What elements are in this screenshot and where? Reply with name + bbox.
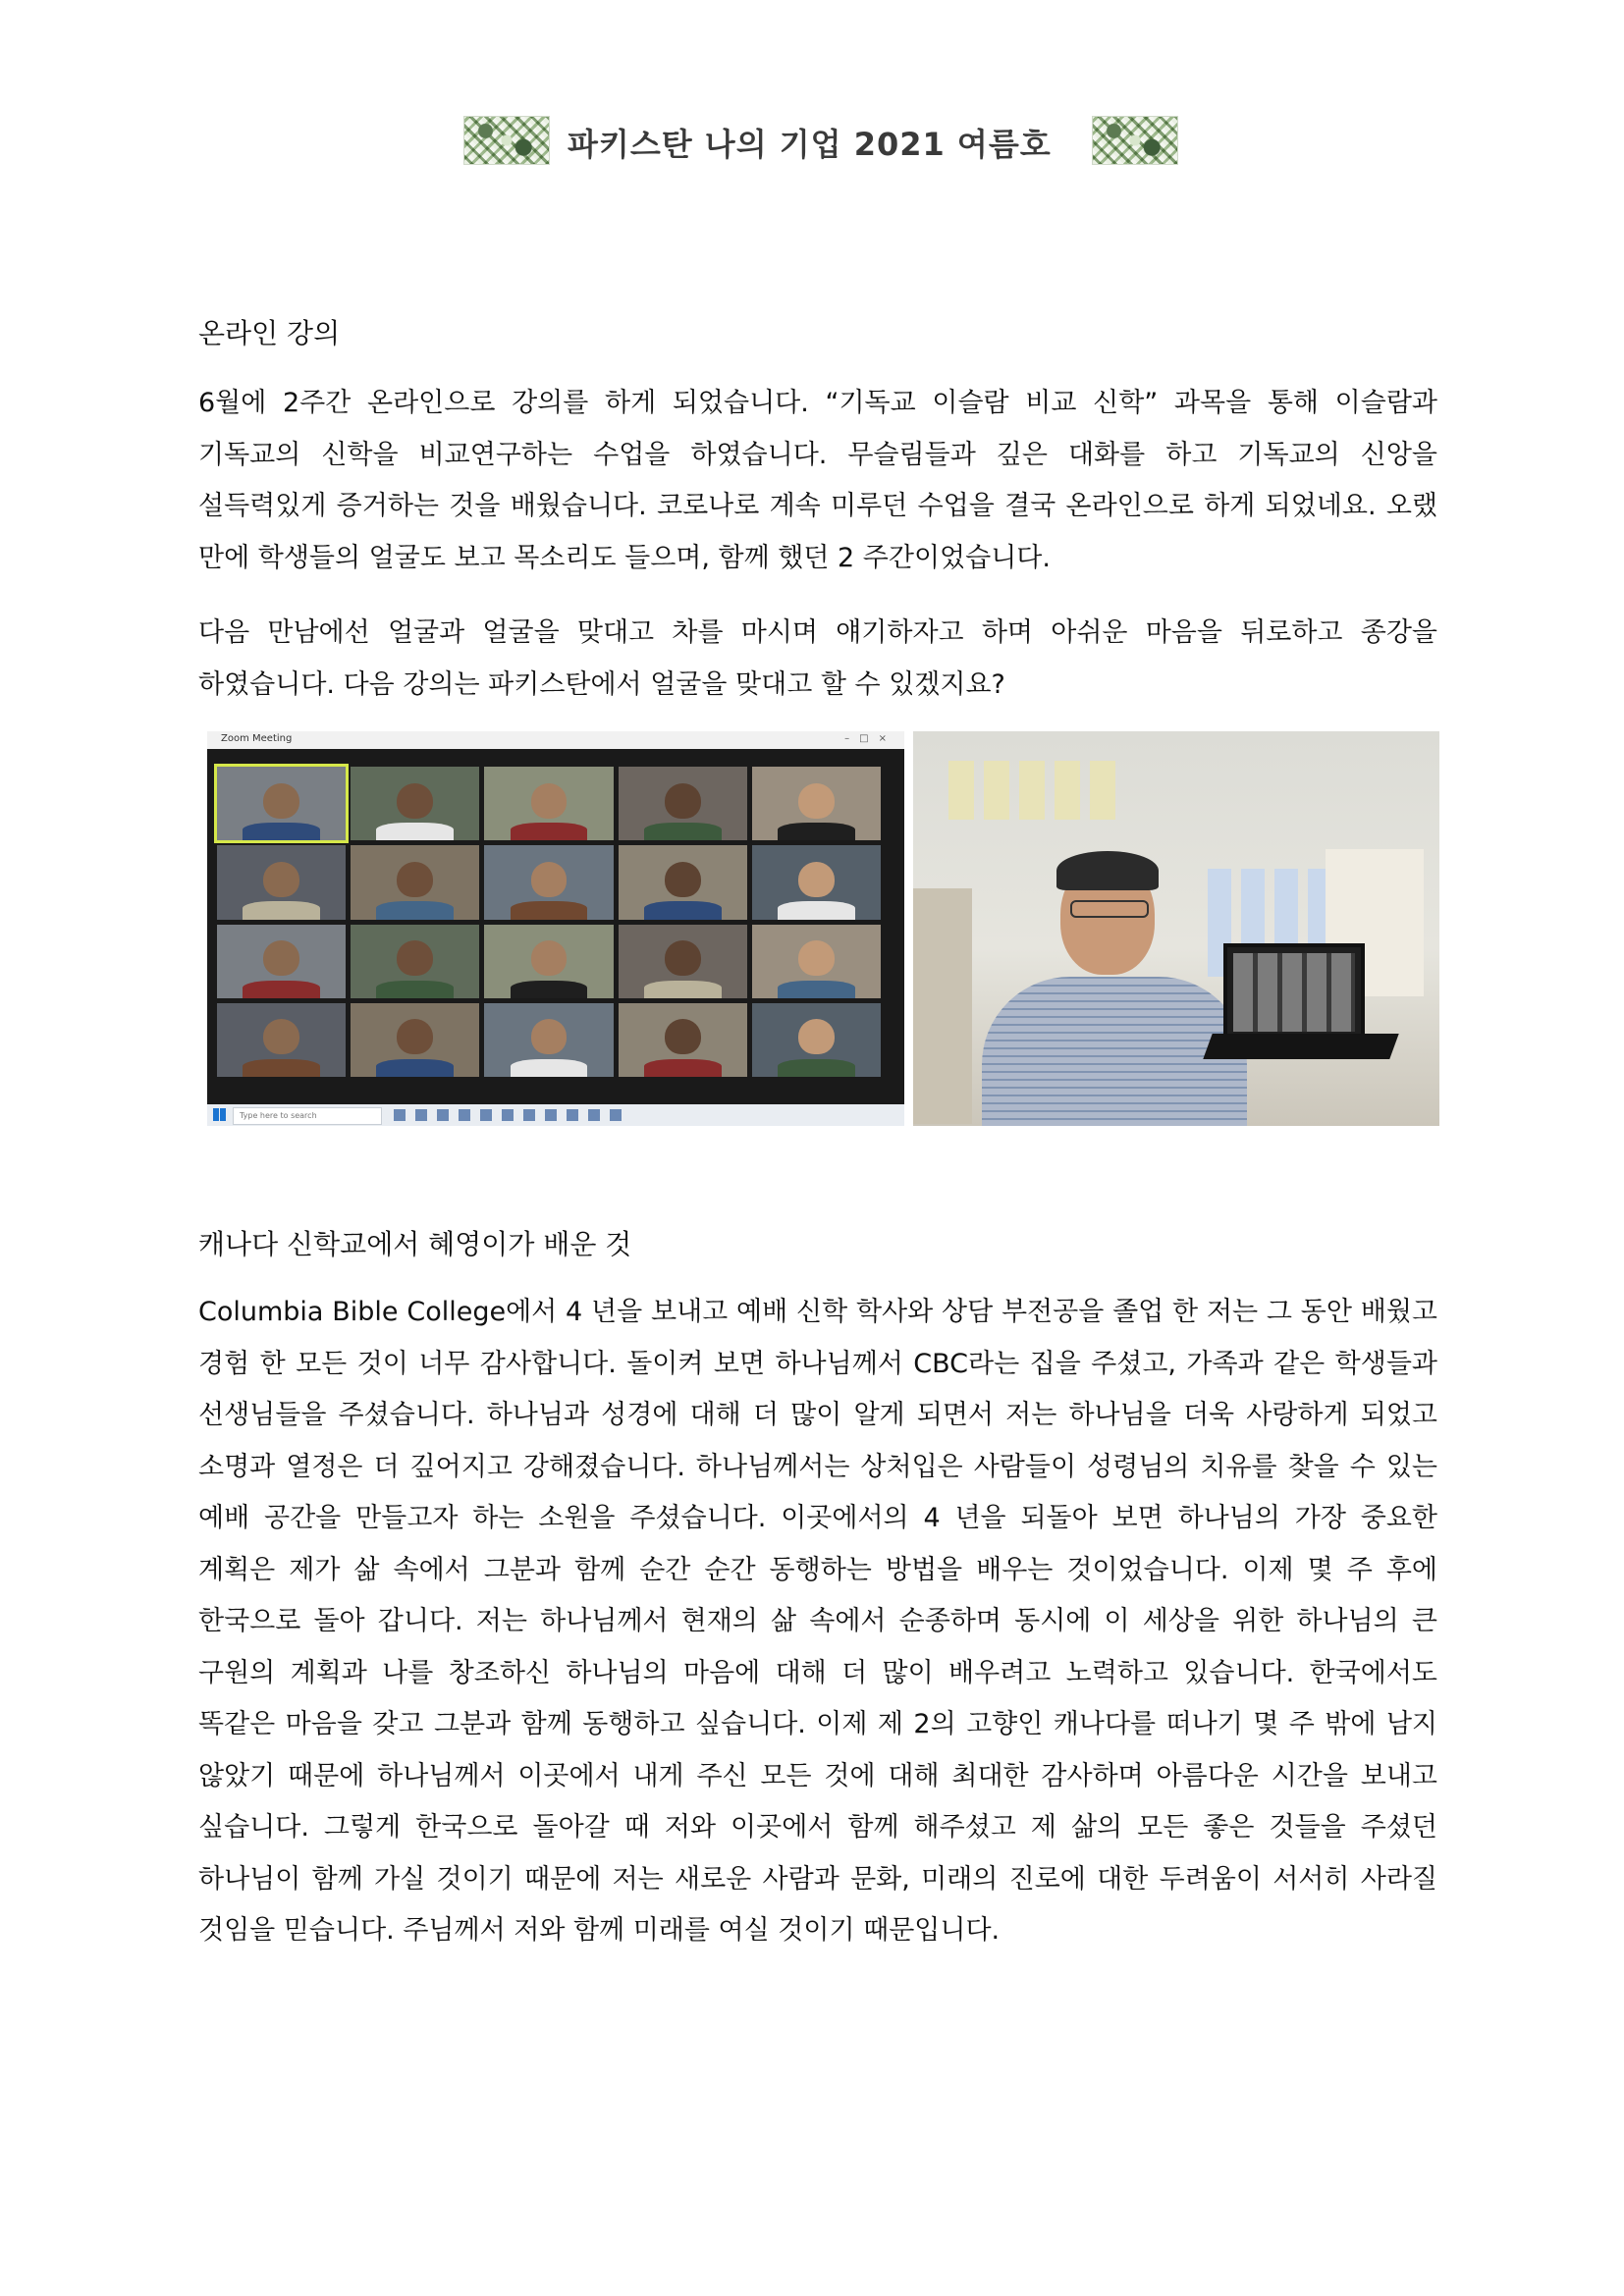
participant-face xyxy=(531,1019,568,1054)
zoom-participant-tile xyxy=(217,845,346,919)
zoom-participant-grid xyxy=(217,767,881,1077)
zoom-participant-tile xyxy=(752,767,881,840)
zoom-meeting-photo xyxy=(207,731,904,1126)
participant-shirt xyxy=(511,981,588,998)
zoom-participant-tile xyxy=(351,767,479,840)
zoom-participant-tile xyxy=(619,925,747,998)
ornament-right-icon xyxy=(1092,116,1178,165)
wall-notes xyxy=(948,761,1115,820)
zoom-participant-tile xyxy=(217,1003,346,1077)
paragraph-online-lecture-1: 6월에 2주간 온라인으로 강의를 하게 되었습니다. “기독교 이슬람 비교 신학” 과목을 통해 이슬람과 기독교의 신학을 비교연구하는 수업을 하였습니다. 무슬림들과 깊은 대화를 하고 기독교의 신앙을 설득력있게 증거하는 것을 배웠습니다. 코로나로 계속 미루던 수업을 결국 온라인으로 하게 되었네요. 오랬 만에 학생들의 얼굴도 보고 목소리도 들으며, 함께 했던 2 주간이었습니다. xyxy=(198,388,1437,573)
participant-face xyxy=(397,783,433,819)
participant-shirt xyxy=(243,823,320,840)
zoom-participant-tile xyxy=(217,767,346,840)
laptop-zoom-grid xyxy=(1233,953,1355,1032)
office-photo xyxy=(913,731,1439,1126)
participant-face xyxy=(263,783,299,819)
participant-shirt xyxy=(778,981,855,998)
person-hair xyxy=(1056,851,1159,890)
section-heading-online-lecture: 온라인 강의 xyxy=(198,317,341,349)
participant-shirt xyxy=(243,1059,320,1077)
header-title: 파키스탄 나의 기업 2021 여름호 xyxy=(568,126,1052,163)
taskbar-search-box xyxy=(233,1107,382,1125)
participant-face xyxy=(665,940,701,976)
participant-shirt xyxy=(243,981,320,998)
zoom-participant-tile xyxy=(484,1003,613,1077)
participant-face xyxy=(397,1019,433,1054)
participant-shirt xyxy=(511,823,588,840)
participant-face xyxy=(531,940,568,976)
participant-face xyxy=(798,1019,835,1054)
participant-shirt xyxy=(511,1059,588,1077)
zoom-participant-tile xyxy=(217,925,346,998)
zoom-window-title: Zoom Meeting xyxy=(221,733,293,744)
participant-shirt xyxy=(376,1059,454,1077)
zoom-participant-tile xyxy=(752,1003,881,1077)
participant-shirt xyxy=(778,823,855,840)
zoom-participant-tile xyxy=(619,1003,747,1077)
participant-shirt xyxy=(644,901,722,919)
laptop-screen xyxy=(1223,943,1365,1041)
participant-shirt xyxy=(778,1059,855,1077)
participant-face xyxy=(798,940,835,976)
window-controls-icon: –□× xyxy=(844,733,896,744)
participant-shirt xyxy=(376,823,454,840)
zoom-participant-tile xyxy=(619,845,747,919)
zoom-participant-tile xyxy=(484,845,613,919)
zoom-titlebar xyxy=(207,731,904,749)
glasses-icon xyxy=(1070,900,1149,918)
participant-face xyxy=(798,862,835,897)
zoom-participant-tile xyxy=(752,845,881,919)
page-header xyxy=(0,110,1624,169)
zoom-participant-tile xyxy=(351,1003,479,1077)
participant-shirt xyxy=(644,981,722,998)
participant-shirt xyxy=(511,901,588,919)
paragraph-online-lecture-2: 다음 만남에선 얼굴과 얼굴을 맞대고 차를 마시며 얘기하자고 하며 아쉬운 마음을 뒤로하고 종강을 하였습니다. 다음 강의는 파키스탄에서 얼굴을 맞대고 할 수 있겠지요? xyxy=(198,617,1437,700)
zoom-participant-tile xyxy=(484,767,613,840)
participant-face xyxy=(263,940,299,976)
participant-face xyxy=(665,783,701,819)
participant-face xyxy=(397,862,433,897)
participant-shirt xyxy=(376,981,454,998)
zoom-participant-tile xyxy=(752,925,881,998)
section-heading-canada: 캐나다 신학교에서 혜영이가 배운 것 xyxy=(198,1228,632,1260)
participant-face xyxy=(263,862,299,897)
participant-face xyxy=(531,862,568,897)
participant-shirt xyxy=(644,823,722,840)
zoom-participant-tile xyxy=(484,925,613,998)
windows-start-icon xyxy=(213,1108,226,1121)
taskbar-apps-icon xyxy=(394,1109,629,1121)
participant-shirt xyxy=(243,901,320,919)
participant-shirt xyxy=(644,1059,722,1077)
zoom-participant-tile xyxy=(619,767,747,840)
participant-face xyxy=(397,940,433,976)
bookshelf xyxy=(913,888,972,1124)
participant-face xyxy=(665,862,701,897)
paragraph-canada: Columbia Bible College에서 4 년을 보내고 예배 신학 학사와 상담 부전공을 졸업 한 저는 그 동안 배웠고 경험 한 모든 것이 너무 감사합니다. 돌이켜 보면 하나님께서 CBC라는 집을 주셨고, 가족과 같은 학생들과 선생님들을 주셨습니다. 하나님과 성경에 대해 더 많이 알게 되면서 저는 하나님을 더욱 사랑하게 되었고 소명과 열정은 더 깊어지고 강해졌습니다. 하나님께서는 상처입은 사람들이 성령님의 치유를 찾을 수 있는 예배 공간을 만들고자 하는 소원을 주셨습니다. 이곳에서의 4 년을 되돌아 보면 하나님의 가장 중요한 계획은 제가 삶 속에서 그분과 함께 순간 순간 동행하는 방법을 배우는 것이었습니다. 이제 몇 주 후에 한국으로 돌아 갑니다. 저는 하나님께서 현재의 삶 속에서 순종하며 동시에 이 세상을 위한 하나님의 큰 구원의 계획과 나를 창조하신 하나님의 마음에 대해 더 많이 배우려고 노력하고 있습니다. 한국에서도 똑같은 마음을 갖고 그분과 함께 동행하고 싶습니다. 이제 제 2의 고향인 캐나다를 떠나기 몇 주 밖에 남지 않았기 때문에 하나님께서 이곳에서 내게 주신 모든 것에 대해 최대한 감사하며 아름다운 시간을 보내고 싶습니다. 그렇게 한국으로 돌아갈 때 저와 이곳에서 함께 해주셨고 제 삶의 모든 좋은 것들을 주셨던 하나님이 함께 가실 것이기 때문에 저는 새로운 사람과 문화, 미래의 진로에 대한 두려움이 서서히 사라질 것임을 믿습니다. 주님께서 저와 함께 미래를 여실 것이기 때문입니다. xyxy=(198,1297,1437,1946)
participant-shirt xyxy=(376,901,454,919)
participant-shirt xyxy=(778,901,855,919)
taskbar-search-placeholder: Type here to search xyxy=(240,1111,317,1120)
zoom-participant-tile xyxy=(351,925,479,998)
participant-face xyxy=(798,783,835,819)
participant-face xyxy=(665,1019,701,1054)
participant-face xyxy=(531,783,568,819)
participant-face xyxy=(263,1019,299,1054)
zoom-participant-tile xyxy=(351,845,479,919)
laptop-base xyxy=(1203,1034,1398,1059)
ornament-left-icon xyxy=(463,116,550,165)
windows-taskbar xyxy=(207,1104,904,1126)
